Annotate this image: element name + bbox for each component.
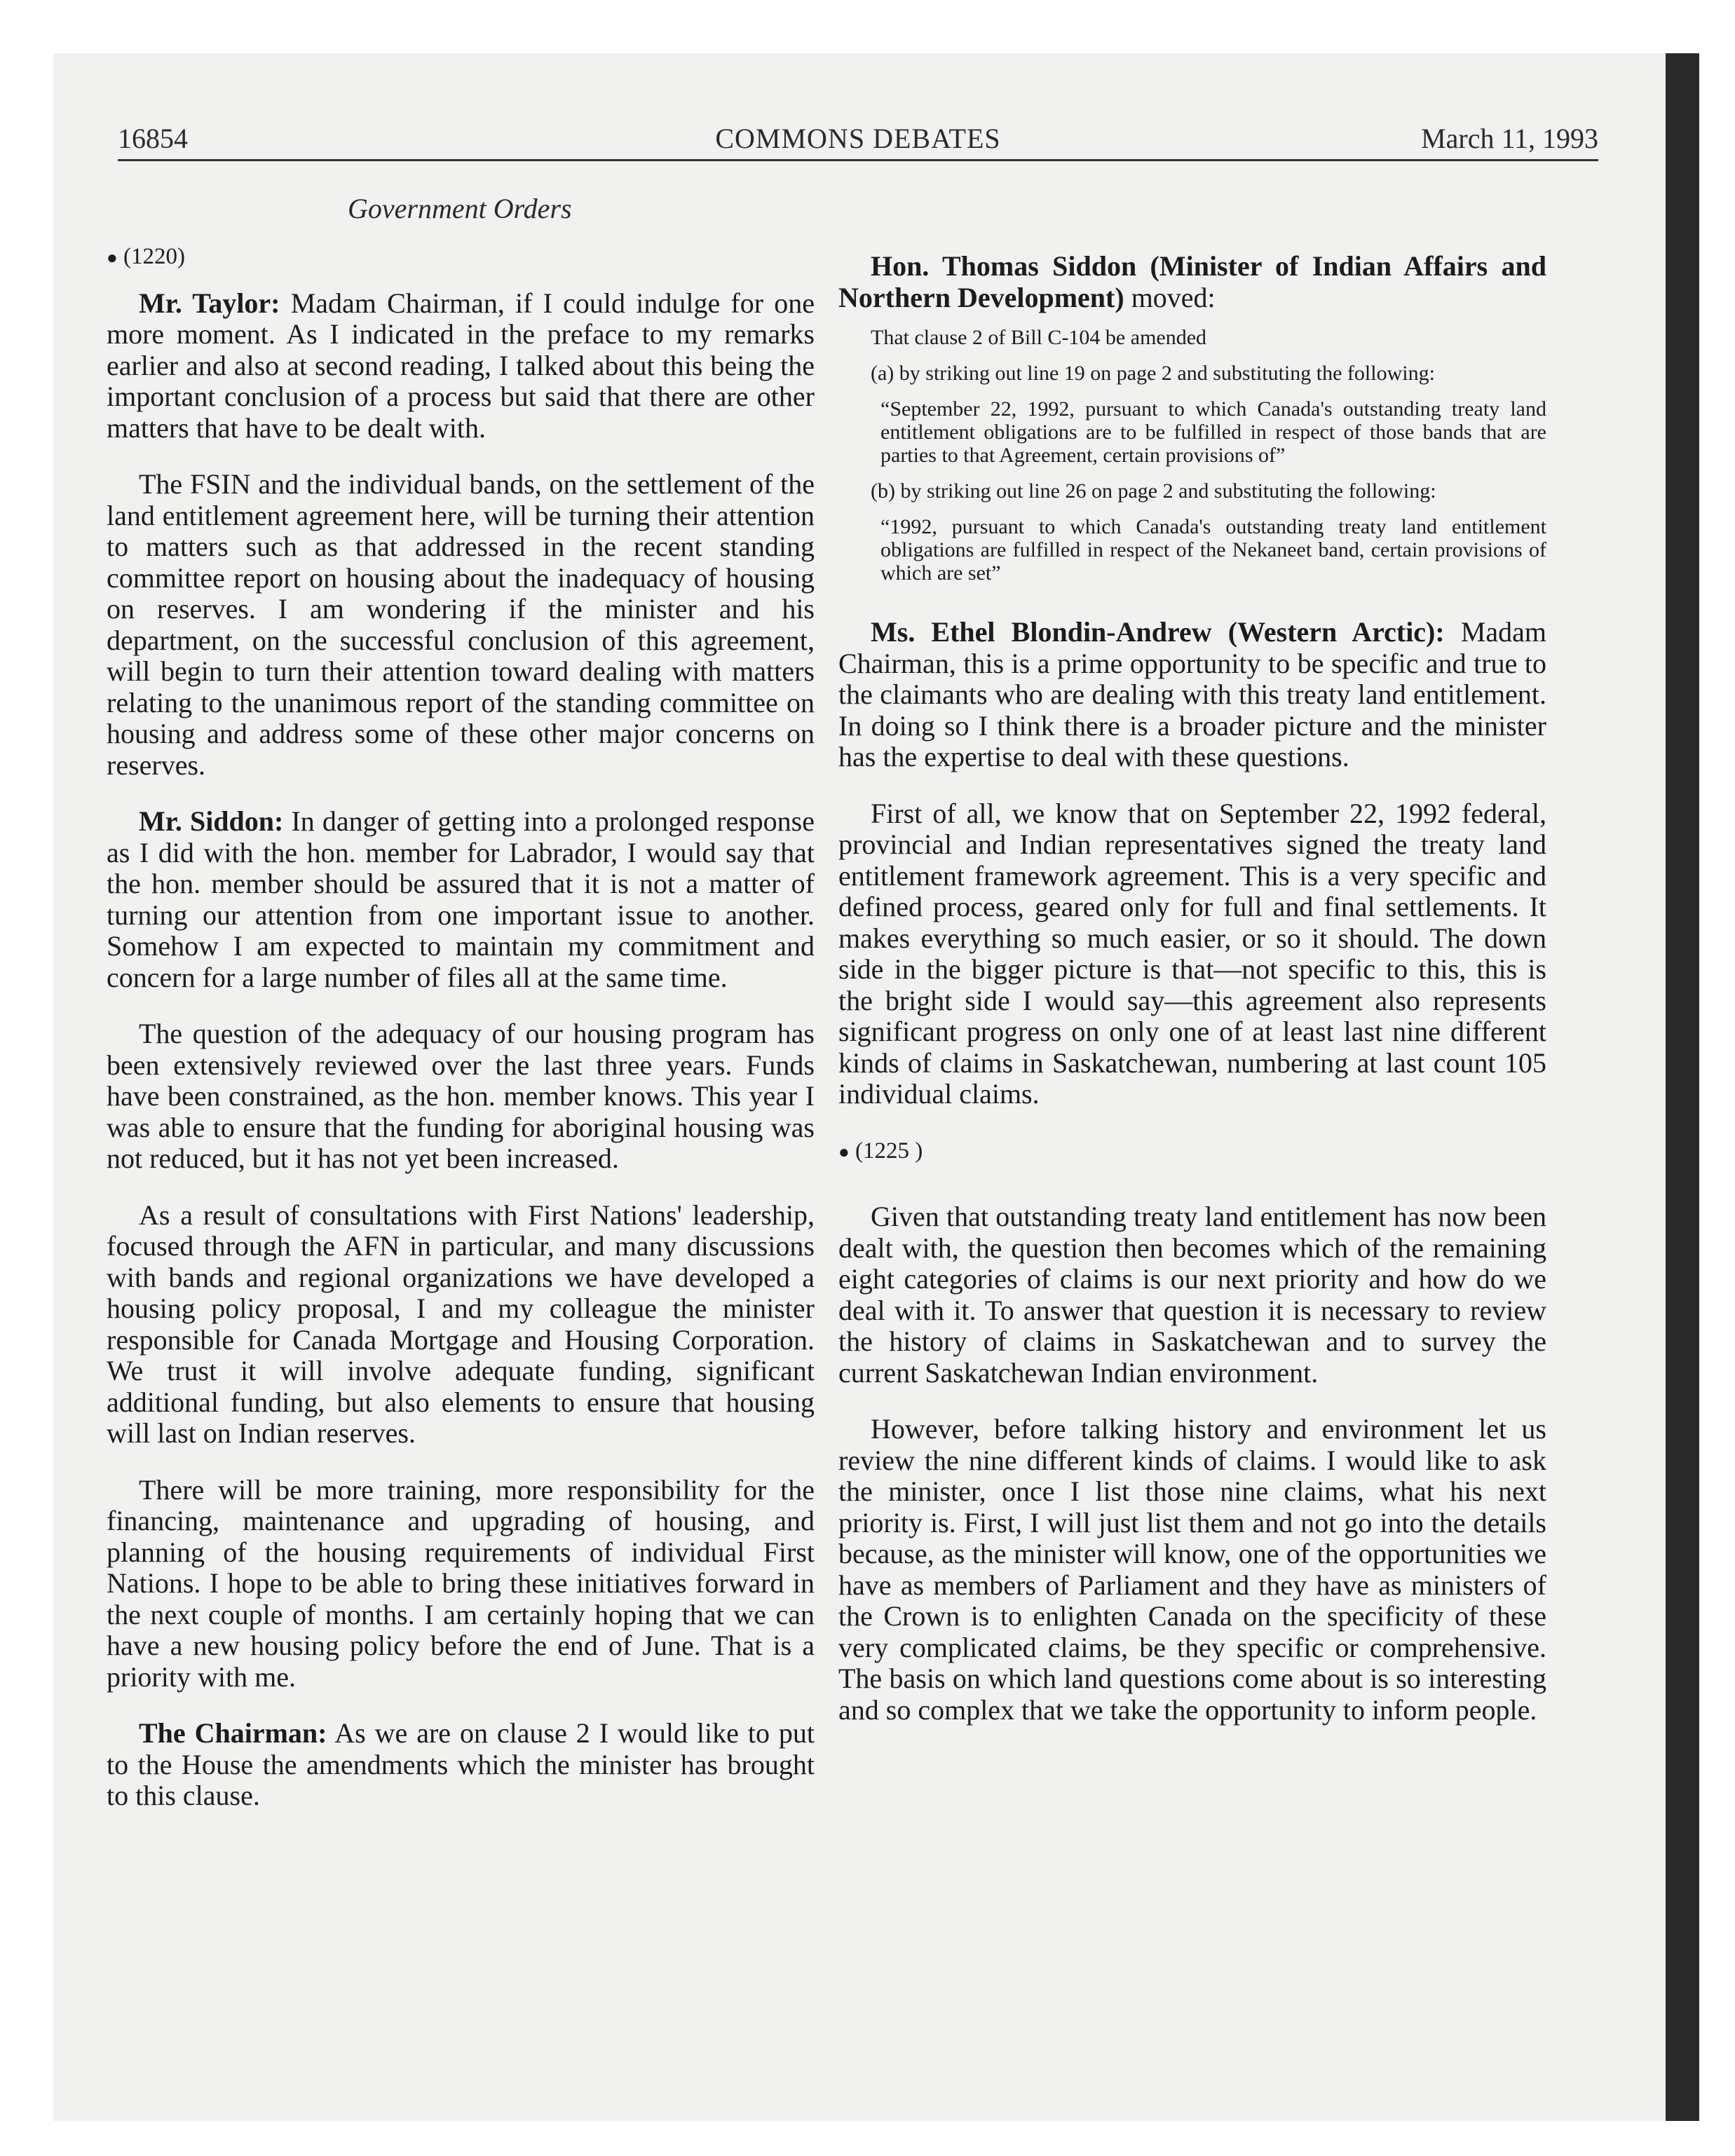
motion-text: That clause 2 of Bill C-104 be amended	[871, 326, 1207, 349]
motion-intro	[838, 251, 1546, 313]
paragraph-text: Madam Chairman, if I could indulge for one more moment. As I indicated in the preface to my remarks earlier and also at second reading, I talked about this being the important conclusion of a process but said that there are other matters that have to be dealt with.	[107, 287, 815, 444]
spacer	[838, 1182, 1546, 1201]
speaker-name: Mr. Taylor:	[139, 287, 280, 319]
motion-item-a: (a) by striking out line 19 on page 2 and substituting the following:	[871, 362, 1435, 385]
paragraph-text: Madam Chairman, this is a prime opportunity to be specific and true to the claimants who are dealing with this treaty land entitlement. In doing so I think there is a broader picture and the minister has the expertise to deal with these questions.	[838, 616, 1547, 772]
speaker-name: Hon. Thomas Siddon (Minister of Indian Affairs and Northern Development)	[838, 250, 1546, 313]
paragraph	[107, 806, 815, 993]
spacer	[838, 597, 1546, 617]
paragraph: As a result of consultations with First Nations' leadership, focused through the AFN in particular, and many discussions with bands and regional organizations we have developed a housing policy proposal, I and my colleague the minister responsible for Canada Mortgage and Housing Corporation. We trust it will involve adequate funding, significant additional funding, but also elements to ensure that housing will last on Indian reserves.	[107, 1199, 815, 1449]
page-sheet	[53, 53, 1666, 2121]
paragraph	[838, 617, 1546, 773]
paragraph: First of all, we know that on September 22, 1992 federal, provincial and Indian representatives signed the treaty land entitlement framework agreement. This is a very specific and defined process, geared only for full and final settlements. It makes everything so much easier, or so it should. The down side in the bigger picture is that—not specific to this, this is the bright side I would say—this agreement also represents significant progress on only one of at least last nine different kinds of claims in Saskatchewan, numbering at last count 105 individual claims.	[838, 797, 1546, 1110]
motion-item-b: (b) by striking out line 26 on page 2 and substituting the following:	[871, 479, 1436, 503]
right-column	[838, 251, 1546, 1751]
publication-title: COMMONS DEBATES	[715, 123, 1001, 154]
paragraph-text: In danger of getting into a prolonged response as I did with the hon. member for Labrador, I would say that the hon. member should be assured that it is not a matter of turning our attention from one important issue to another. Somehow I am expected to maintain my commitment and concern for a large number of files all at the same time.	[107, 805, 815, 993]
header-rule	[118, 159, 1598, 161]
paragraph: Given that outstanding treaty land entitlement has now been dealt with, the question then becomes which of the remaining eight categories of claims is our next priority and how do we deal with it. To answer that question it is necessary to review the history of claims in Saskatchewan and to survey the current Saskatchewan Indian environment.	[838, 1201, 1546, 1389]
running-head	[118, 122, 1598, 164]
paragraph: The question of the adequacy of our housing program has been extensively reviewed over the last three years. Funds have been constrained, as the hon. member knows. This year I was able to ensure that the funding for aboriginal housing was not reduced, but it has not yet been increased.	[107, 1018, 815, 1174]
paragraph	[107, 288, 815, 444]
timestamp	[107, 241, 815, 274]
paragraph: The FSIN and the individual bands, on the settlement of the land entitlement agreement here, will be turning their attention to matters such as that addressed in the recent standing committee report on housing about the inadequacy of housing on reserves. I am wondering if the minister and his department, on the successful conclusion of this agreement, will begin to turn their attention toward dealing with matters relating to the unanimous report of the standing committee on housing and address some of these other major concerns on reserves.	[107, 468, 815, 781]
paragraph: There will be more training, more responsibility for the financing, maintenance and upgrading of housing, and planning of the housing requirements of individual First Nations. I hope to be able to bring these initiatives forward in the next couple of months. I am certainly hoping that we can have a new housing policy before the end of June. That is a priority with me.	[107, 1473, 815, 1693]
timestamp-text: (1225 )	[855, 1138, 923, 1164]
publication-date: March 11, 1993	[1421, 123, 1598, 154]
motion-verb: moved:	[1124, 281, 1216, 313]
timestamp	[838, 1135, 1546, 1168]
paragraph-text: As we are on clause 2 I would like to put to the House the amendments which the minister has brought to this clause.	[107, 1717, 815, 1811]
scan-edge	[1666, 53, 1699, 2121]
motion-quote-b: “1992, pursuant to which Canada's outstanding treaty land entitlement obligations are fulfilled in respect of the Nekaneet band, certain provisions of which are set”	[880, 515, 1546, 585]
timestamp-text: (1220)	[123, 244, 185, 269]
bullet-icon: ●	[107, 247, 118, 268]
page-number: 16854	[118, 123, 188, 154]
speaker-name: Ms. Ethel Blondin-Andrew (Western Arctic):	[871, 616, 1445, 648]
motion-quote-a: “September 22, 1992, pursuant to which Canada's outstanding treaty land entitlement obligations are to be fulfilled in respect of those bands that are parties to that Agreement, certain provisions of”	[880, 397, 1546, 467]
paragraph: However, before talking history and environment let us review the nine different kinds of claims. I would like to ask the minister, once I list those nine claims, what his next priority is. First, I will just list them and not go into the details because, as the minister will know, one of the opportunities we have as members of Parliament and they have as ministers of the Crown is to enlighten Canada on the specificity of these very complicated claims, be they specific or comprehensive. The basis on which land questions come about is so interesting and so complex that we take the opportunity to inform people.	[838, 1413, 1546, 1726]
speaker-name: Mr. Siddon:	[139, 805, 284, 837]
left-column	[107, 241, 815, 1837]
speaker-name: The Chairman:	[139, 1717, 327, 1749]
bullet-icon: ●	[838, 1141, 850, 1162]
section-title: Government Orders	[348, 193, 572, 224]
paragraph	[107, 1718, 815, 1812]
